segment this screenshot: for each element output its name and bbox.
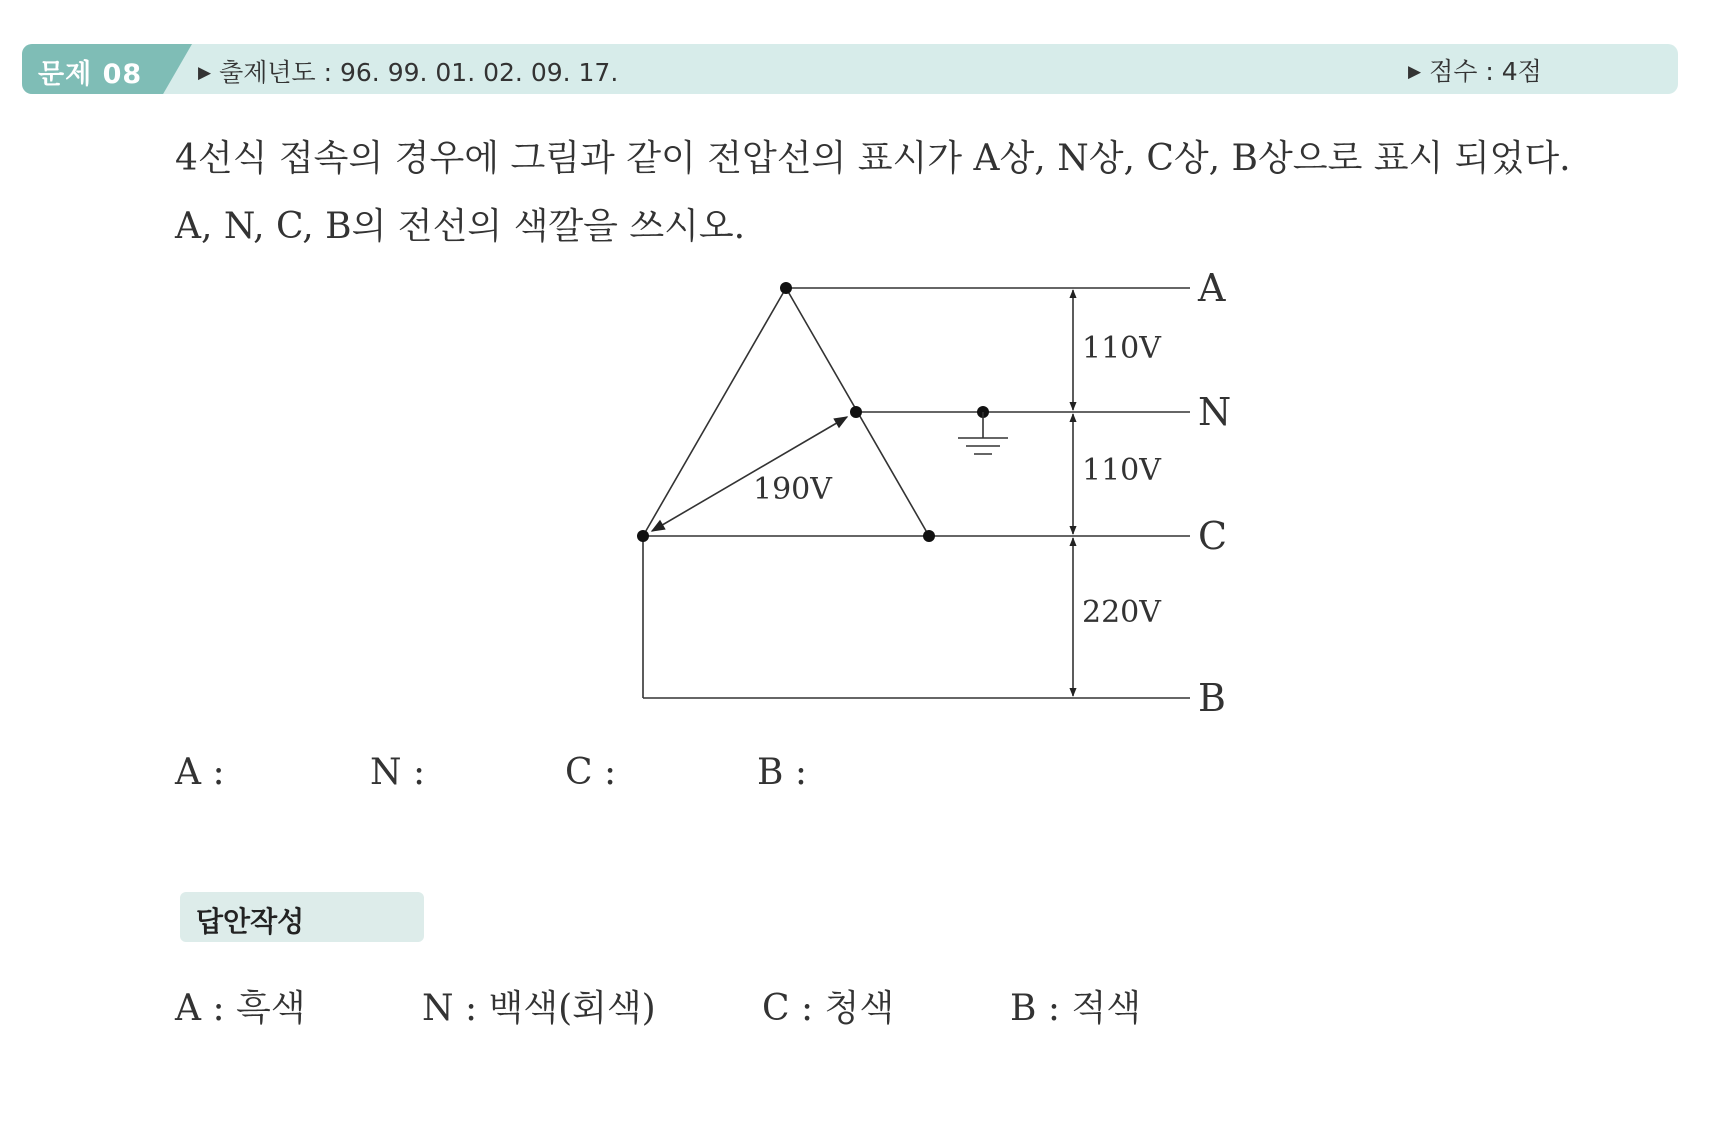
triangle-right-icon: ▶ [198, 63, 212, 83]
blank-b: B : [757, 752, 808, 793]
voltage-label-c-b: 220V [1082, 595, 1161, 630]
question-line-1: 4선식 접속의 경우에 그림과 같이 전압선의 표시가 A상, N상, C상, B상으로 표시 되었다. [175, 138, 1571, 179]
answer-b: B : 적색 [1010, 988, 1142, 1029]
voltage-label-n-c: 110V [1082, 453, 1161, 488]
phase-label-b: B [1198, 676, 1226, 720]
score-label: 점수 : 4점 [1429, 57, 1542, 86]
voltage-label-a-n: 110V [1082, 331, 1161, 366]
exam-years-label: 출제년도 : 96. 99. 01. 02. 09. 17. [219, 58, 619, 87]
problem-number: 문제 08 [38, 59, 143, 90]
diagonal-voltage-label: 190V [753, 472, 832, 507]
phase-label-n: N [1198, 390, 1232, 434]
answer-a: A : 흑색 [175, 988, 306, 1029]
blank-n: N : [370, 752, 426, 793]
answer-c: C : 청색 [762, 988, 895, 1029]
node-c-right [923, 530, 935, 542]
triangle-right-icon: ▶ [1408, 62, 1422, 82]
node-a [780, 282, 792, 294]
answer-n: N : 백색(회색) [422, 988, 656, 1029]
blank-c: C : [565, 752, 617, 793]
phase-label-a: A [1198, 266, 1226, 310]
phase-label-c: C [1198, 514, 1228, 558]
answer-tag-label: 답안작성 [196, 905, 305, 938]
question-line-2: A, N, C, B의 전선의 색깔을 쓰시오. [175, 206, 746, 247]
blank-a: A : [175, 752, 225, 793]
node-c-left [637, 530, 649, 542]
ground-symbol-icon [958, 406, 1008, 454]
node-n [850, 406, 862, 418]
